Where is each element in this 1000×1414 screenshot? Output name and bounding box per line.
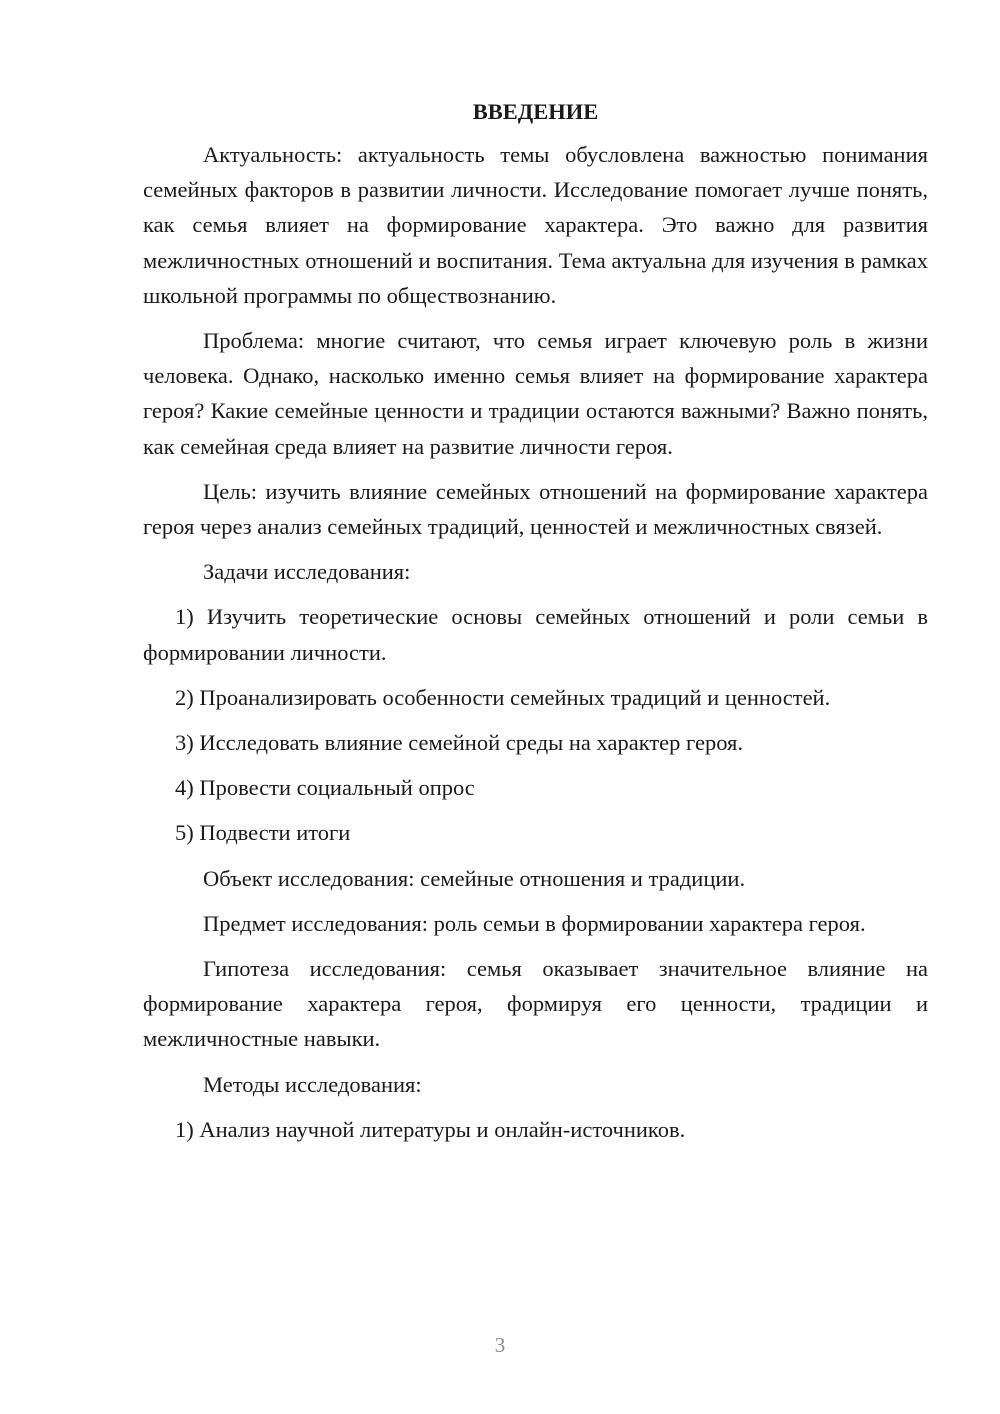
task-item-3: 3) Исследовать влияние семейной среды на характер героя.: [175, 730, 744, 756]
tasks-heading: Задачи исследования:: [203, 559, 411, 585]
task-item-2: 2) Проанализировать особенности семейных традиций и ценностей.: [175, 684, 831, 710]
page-content: [143, 97, 928, 1157]
page-title: ВВЕДЕНИЕ: [472, 99, 599, 124]
method-item-1: 1) Анализ научной литературы и онлайн-источников.: [175, 1116, 686, 1142]
object-paragraph: Объект исследования: семейные отношения и традиции.: [203, 865, 746, 891]
page-number: 3: [494, 1333, 506, 1357]
task-item-1: 1) Изучить теоретические основы семейных отношений и роли семьи в формировании личности.: [143, 604, 928, 665]
methods-heading: Методы исследования:: [203, 1071, 422, 1097]
problem-paragraph: Проблема: многие считают, что семья играет ключевую роль в жизни человека. Однако, насколько именно семья влияет на формирование характера героя? Какие семейные ценности и традиции остаются важными? Важно понять, как семейная среда влияет на развитие личности героя.: [143, 328, 928, 459]
task-item-5: 5) Подвести итоги: [175, 820, 351, 846]
hypothesis-paragraph: Гипотеза исследования: семья оказывает значительное влияние на формирование характера героя, формируя его ценности, традиции и межличностные навыки.: [143, 956, 928, 1052]
subject-paragraph: Предмет исследования: роль семьи в формировании характера героя.: [203, 910, 866, 936]
task-item-4: 4) Провести социальный опрос: [175, 775, 475, 801]
goal-paragraph: Цель: изучить влияние семейных отношений на формирование характера героя через анализ семейных традиций, ценностей и межличностных связей.: [143, 478, 928, 540]
relevance-paragraph: Актуальность: актуальность темы обусловлена важностью понимания семейных факторов в развитии личности. Исследование помогает лучше понять, как семья влияет на формирование характера. Это важно для развития межличностных отношений и воспитания. Тема актуальна для изучения в рамках школьной программы по обществознанию.: [143, 142, 928, 308]
